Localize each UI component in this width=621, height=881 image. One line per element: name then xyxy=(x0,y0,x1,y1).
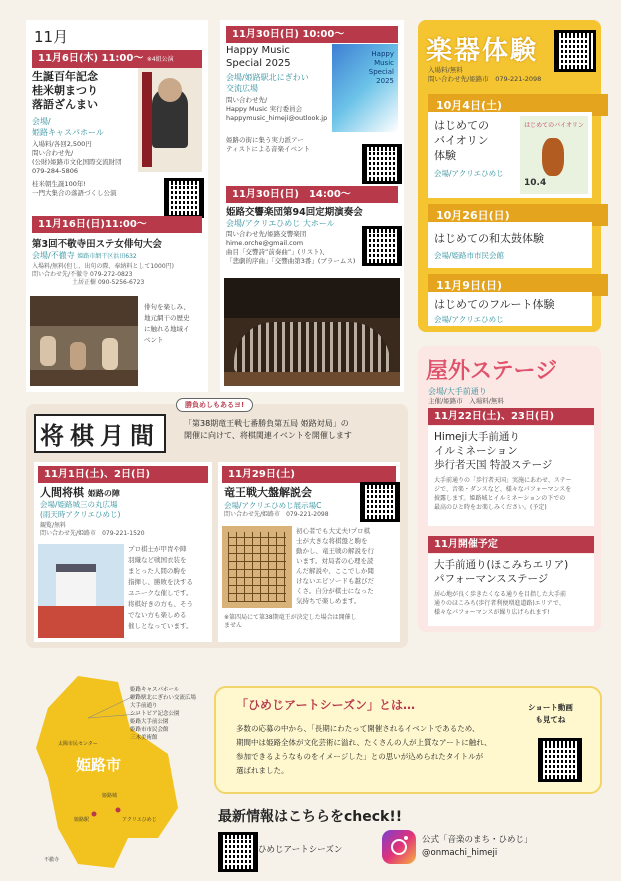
event-note: ※第四局にて第38期竜王が決定した場合は開催し ません xyxy=(224,614,357,629)
map-legend: 姫路キャスパホール 姫路駅北にぎわい交流広場 大手前通り シロトピア記念公園 姫路大手前公園 姫路市市民会館 三木美術館 xyxy=(130,687,197,741)
month-heading: 11月 xyxy=(34,28,69,46)
event-venue: 会場/アクリエひめじ展示場C xyxy=(224,501,322,510)
event-desc: 姫路の街に集う実力派アー ティストによる音楽イベント xyxy=(226,136,310,153)
site-name: ひめじアートシーズン xyxy=(258,845,343,855)
instrument-info: 入場料/無料 問い合わせ先/姫路市 079-221-2098 xyxy=(428,66,542,83)
orchestra-photo xyxy=(224,278,400,386)
event-info: 問い合わせ先/姫路交響楽団 hime.orche@gmail.com 曲目「交響詩”前奏曲”」(リスト)、 「悲劇的序曲」「交響曲第3番」(ブラームス) xyxy=(226,230,356,265)
event-info: 問い合わせ先/姫路市 079-221-2098 xyxy=(224,511,329,518)
qr-code[interactable] xyxy=(360,482,400,522)
map-place-label: 太陽市民センター xyxy=(58,741,98,747)
shogi-panel xyxy=(26,401,408,648)
art-season-box xyxy=(214,686,602,794)
instrument-event xyxy=(428,112,592,198)
event-title: 大手前通り(ほこみちエリア) パフォーマンスステージ xyxy=(434,559,569,585)
event-date-bar: 11月29日(土) xyxy=(222,466,396,483)
event-date-bar: 11月1日(土)、2日(日) xyxy=(38,466,208,483)
poster-year: 2025 xyxy=(376,77,394,85)
event-title: はじめてのフルート体験 xyxy=(434,298,555,311)
art-body: 多数の応募の中から、「長期にわたって開催されるイベントであるため、 期間中は姫路全体が文化芸術に溢れ、たくさんの人が上質なアートに触れ、 参加できるようなものをイメージした」との思いが込められたタイトルが 選ばれました。 xyxy=(236,724,492,775)
event-date: 11月30日(日) 14:00～ xyxy=(232,189,351,200)
poster-line: Music xyxy=(374,59,394,67)
event-info: 問い合わせ先/ Happy Music 実行委員会 happymusic_himeji@outlook.jp xyxy=(226,96,328,122)
castle-photo xyxy=(38,544,124,638)
event-venue: 会場/アクリエひめじ xyxy=(434,169,504,178)
video-caption: ショート動画 も見てね xyxy=(528,703,573,724)
instrument-event xyxy=(428,222,592,268)
map-area xyxy=(18,668,208,874)
event-title: Himeji大手前通り イルミネーション 歩行者天国 特設ステージ xyxy=(434,431,553,471)
event-date: 11月30日(日) 10:00～ xyxy=(232,29,345,40)
instagram-account: 公式「音楽のまち・ひめじ」 @onmachi_himeji xyxy=(422,835,533,858)
event-date: 11月6日(木) 11:00～ xyxy=(38,53,144,64)
event-desc: 居心地が良く歩きたくなる通りを目指した大手前 通りのほこみち(歩行者利便増進道路)エリアで、 様々なパフォーマンスが繰り広げられます! xyxy=(434,591,567,616)
event-title: 生誕百年記念 桂米朝まつり 落語ざんまい xyxy=(32,70,98,111)
event-info: 入場料/無料(但し、出句の際、奉納料として1000円) 問い合わせ先/不徹寺 079-272-0823 土居正樹 090-5256-6723 xyxy=(32,263,174,286)
event-date: 11月16日(日)11:00～ xyxy=(38,219,147,230)
happy-music-poster xyxy=(332,44,398,132)
map-place-label: 姫路城 xyxy=(102,793,118,799)
map-city-label: 姫路市 xyxy=(76,756,122,774)
shogi-event xyxy=(34,462,212,642)
event-date-bar xyxy=(32,216,202,233)
map-place-label: アクリエひめじ xyxy=(122,817,157,823)
event-date-bar: 11月9日(日) xyxy=(428,274,608,296)
event-desc: プロ棋士が甲冑や陣 羽織など戦国衣装を まとった人間の駒を 指揮し、勝敗を決する ユニークな催しです。 将棋好きの方も、そう でない方も楽しめる 催しとなっています。 xyxy=(128,545,193,630)
event-desc: 俳句を楽しみ、 地元網干の歴史 に触れる地域イ ベント xyxy=(144,303,190,344)
poster-line: Happy xyxy=(371,50,394,58)
event-date-bar: 11月開催予定 xyxy=(428,536,594,553)
outdoor-event xyxy=(428,426,594,526)
outdoor-panel xyxy=(418,346,601,632)
event-venue: 会場/姫路駅北にぎわい 交流広場 xyxy=(226,73,309,93)
instrument-heading: 楽器体験 xyxy=(426,36,539,66)
event-venue: 会場/姫路城三の丸広場 (雨天時アクリエひめじ) xyxy=(40,500,121,519)
event-venue: 会場/アクリエひめじ 大ホール xyxy=(226,219,335,228)
event-venue: 会場/姫路市市民会館 xyxy=(434,251,505,260)
shogi-event xyxy=(218,462,400,642)
event-title: はじめての和太鼓体験 xyxy=(434,232,544,245)
event-title: Happy Music Special 2025 xyxy=(226,45,291,69)
event-date-bar xyxy=(226,26,398,43)
art-title: 「ひめじアートシーズン」とは… xyxy=(236,698,416,712)
event-date-bar xyxy=(32,50,202,68)
event-date-bar: 11月22日(土)、23日(日) xyxy=(428,408,594,425)
event-date-bar: 10月4日(土) xyxy=(428,94,608,116)
violin-poster xyxy=(520,116,588,194)
shogi-intro: 「第38期竜王戦七番勝負第五局 姫路対局」の 開催に向けて、将棋関連イベントを開催します xyxy=(184,419,352,440)
event-date-bar xyxy=(226,186,398,203)
november-column xyxy=(26,20,208,392)
event-desc: 桂米朝生誕100年! 一門大集合の落語づくし公演 xyxy=(32,180,117,197)
haiku-photo xyxy=(30,296,138,386)
shogi-board-photo xyxy=(222,526,292,608)
shogi-bubble: 勝負めしもあるヨ! xyxy=(176,398,253,412)
event-desc: 初心者でも大丈夫!プロ棋 士が大きな将棋盤と駒を 動かし、竜王戦の解説を行 います。対局者の心理を読 んだ解説や、ここでしか聞 けないエピソードも越びだ くさ。自分が棋士になった 気持ちで楽しめます。 xyxy=(296,527,374,605)
footer-check: 最新情報はこちらをcheck!! xyxy=(218,809,403,825)
instagram-icon[interactable] xyxy=(382,830,416,864)
event-info: 入場料/各回2,500円 問い合わせ先/ (公財)姫路市文化国際交流財団 079-284-5806 xyxy=(32,140,122,175)
qr-code[interactable] xyxy=(362,226,402,266)
event-venue: 会場/アクリエひめじ xyxy=(434,315,504,324)
instrument-panel xyxy=(418,20,601,332)
poster-date: 10.4 xyxy=(524,178,547,188)
instrument-event xyxy=(428,292,592,326)
event-date-note: ※4組公演 xyxy=(146,56,174,63)
poster-title: はじめてのバイオリン xyxy=(524,122,584,129)
event-title: はじめての バイオリン 体験 xyxy=(434,119,489,162)
shogi-heading xyxy=(34,414,166,453)
outdoor-info: 主催/姫路市 入場料/無料 xyxy=(428,397,504,405)
map-place-label: 不徹寺 xyxy=(44,857,60,863)
event-desc: 大手前通りの「歩行者天国」実施にあわせ、ステー ジで、音楽・ダンスなど、様々なパフォーマンスを 披露します。姫路城とイルミネーションの下での 最高のひと時をお楽しみください。(予定) xyxy=(434,477,572,511)
site-qr-code[interactable] xyxy=(218,832,258,872)
event-title: 姫路交響楽団第94回定期演奏会 xyxy=(226,207,363,218)
event-title: 竜王戦大盤解説会 xyxy=(224,486,312,499)
event-info: 観覧/無料 問い合わせ先/姫路市 079-221-1520 xyxy=(40,522,145,537)
outdoor-event xyxy=(428,554,594,626)
video-qr-code[interactable] xyxy=(538,738,582,782)
qr-code[interactable] xyxy=(362,144,402,184)
shogi-heading-text: 将棋月間 xyxy=(34,414,166,453)
poster-line: Special xyxy=(368,68,394,76)
event-venue: 会場/不徹寺 姫路市網干区浜田632 xyxy=(32,251,137,260)
qr-code[interactable] xyxy=(164,178,204,218)
outdoor-venue: 会場/大手前通り xyxy=(428,387,487,396)
event-venue: 会場/ 姫路キャスパホール xyxy=(32,117,104,137)
event-title: 第3回不敬寺田ステ女俳句大会 xyxy=(32,239,162,250)
event-title: 人間将棋 姫路の陣 xyxy=(40,486,120,499)
rakugo-photo xyxy=(138,68,202,172)
event-date-bar: 10月26日(日) xyxy=(428,204,608,226)
outdoor-heading: 屋外ステージ xyxy=(426,359,558,384)
map-place-label: 姫路駅 xyxy=(74,817,90,823)
middle-column xyxy=(220,20,404,392)
